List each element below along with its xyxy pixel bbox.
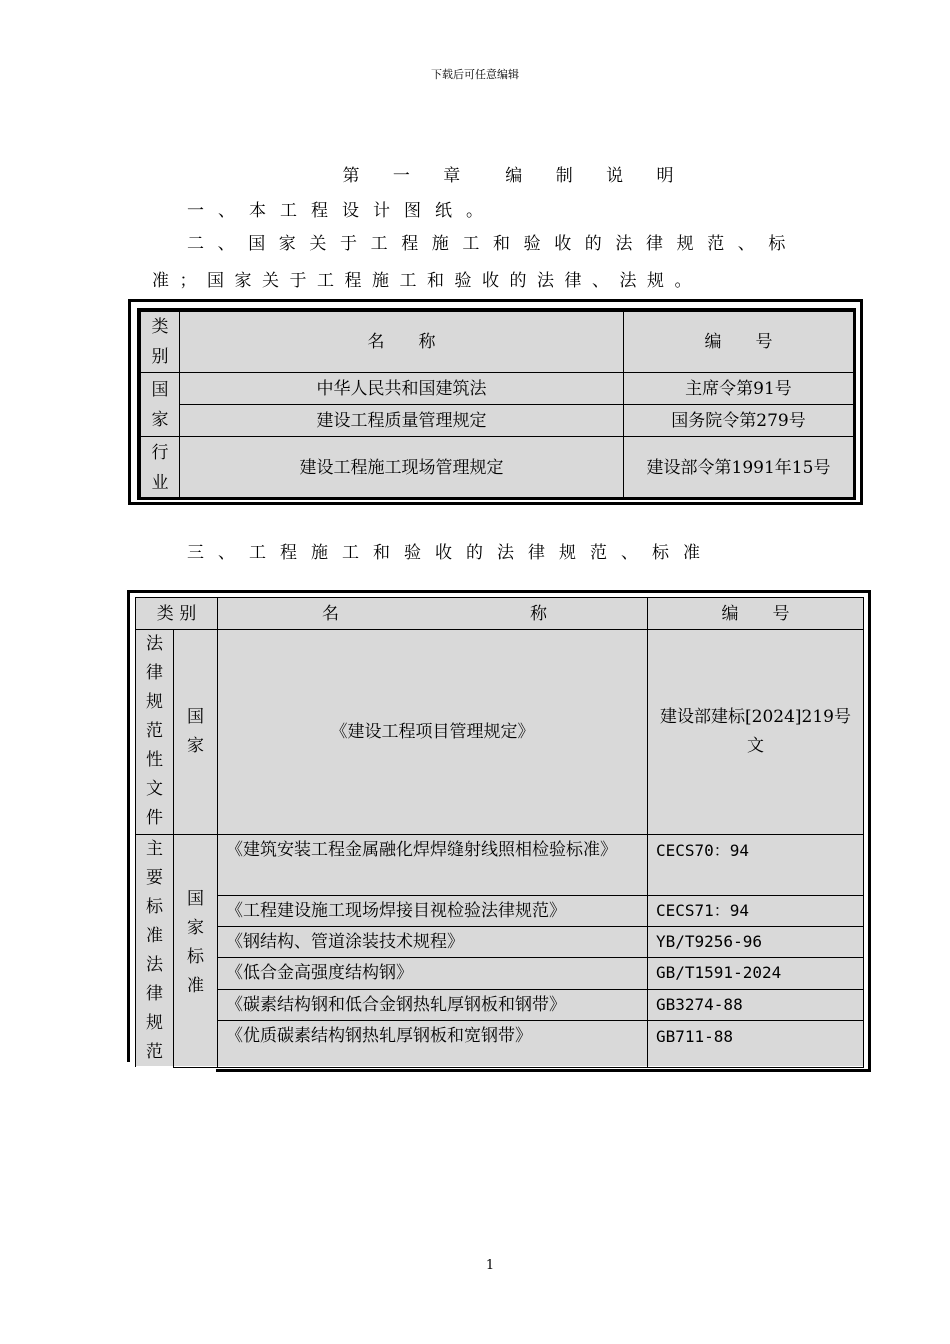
table-header-row <box>141 312 854 373</box>
table-row <box>136 1020 864 1067</box>
paragraph-3: 三、工程施工和验收的法律规范、标准 <box>187 543 714 563</box>
row-code: GB/T1591-2024 <box>648 958 864 989</box>
row-name: 《低合金高强度结构钢》 <box>218 958 648 989</box>
row-name: 《碳素结构钢和低合金钢热轧厚钢板和钢带》 <box>218 989 648 1020</box>
row-code: GB711-88 <box>648 1020 864 1067</box>
row-code: 建设部令第1991年15号 <box>624 437 854 499</box>
row-name: 建设工程施工现场管理规定 <box>180 437 624 499</box>
header-name: 名 称 <box>180 312 624 373</box>
row-name: 中华人民共和国建筑法 <box>180 373 624 405</box>
header-name: 名 称 <box>218 598 648 630</box>
row-name: 《工程建设施工现场焊接目视检验法律规范》 <box>218 895 648 926</box>
row-name: 《建设工程项目管理规定》 <box>218 630 648 835</box>
table-row <box>136 630 864 835</box>
group-category: 法律规范性文件 <box>136 630 174 835</box>
row-code: CECS71：94 <box>648 895 864 926</box>
group-category: 主要标准法律规范 <box>136 835 174 1068</box>
table-row <box>136 835 864 896</box>
row-category: 行业 <box>141 437 180 499</box>
row-name: 建设工程质量管理规定 <box>180 405 624 437</box>
table-row <box>136 926 864 957</box>
table-row <box>141 405 854 437</box>
row-code: CECS70：94 <box>648 835 864 896</box>
paragraph-1: 一、本工程设计图纸。 <box>187 201 497 221</box>
table-row <box>141 373 854 405</box>
table-header-row <box>136 598 864 630</box>
row-name: 《建筑安装工程金属融化焊焊缝射线照相检验标准》 <box>218 835 648 896</box>
group-subcategory: 国家 <box>174 630 218 835</box>
standards-table <box>135 597 864 1068</box>
row-category: 国家 <box>141 373 180 437</box>
table-row <box>136 989 864 1020</box>
header-category: 类 别 <box>136 598 218 630</box>
page-header: 下载后可任意编辑 <box>431 68 519 81</box>
table-row <box>136 895 864 926</box>
row-code: YB/T9256-96 <box>648 926 864 957</box>
page-number: 1 <box>485 1258 495 1273</box>
chapter-title: 第 一 章 编 制 说 明 <box>342 166 688 186</box>
paragraph-2-line-2: 准；国家关于工程施工和验收的法律、法规。 <box>152 271 702 291</box>
regulations-table <box>140 311 854 499</box>
row-code: 主席令第91号 <box>624 373 854 405</box>
paragraph-2-line-1: 二、国家关于工程施工和验收的法律规范、标 <box>187 234 799 254</box>
table-row <box>136 958 864 989</box>
row-name: 《钢结构、管道涂装技术规程》 <box>218 926 648 957</box>
table-row <box>141 437 854 499</box>
row-name: 《优质碳素结构钢热轧厚钢板和宽钢带》 <box>218 1020 648 1067</box>
group-subcategory: 国家标准 <box>174 835 218 1068</box>
standards-table-frame <box>127 590 871 1068</box>
row-code: GB3274-88 <box>648 989 864 1020</box>
row-code: 国务院令第279号 <box>624 405 854 437</box>
regulations-table-frame <box>128 299 863 505</box>
header-category: 类别 <box>141 312 180 373</box>
header-code: 编 号 <box>648 598 864 630</box>
row-code: 建设部建标[2024]219号文 <box>648 630 864 835</box>
header-code: 编 号 <box>624 312 854 373</box>
